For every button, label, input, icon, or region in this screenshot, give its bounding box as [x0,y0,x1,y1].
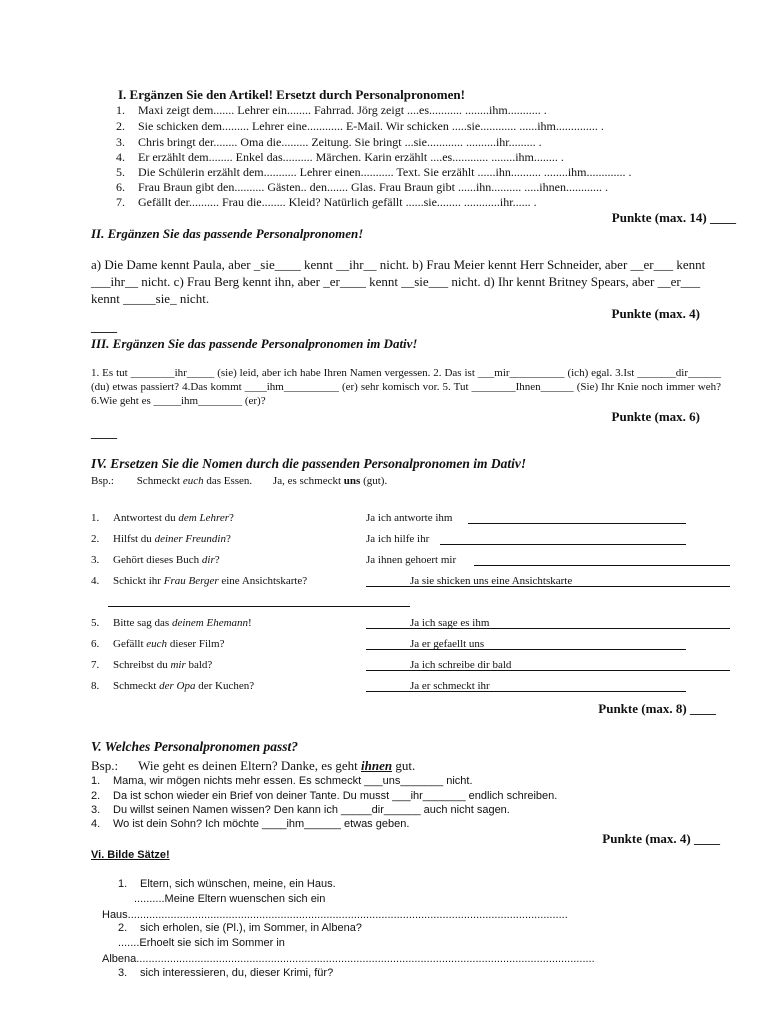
answer-text: Ja ich sage es ihm [410,617,490,629]
list-item: 2. sich erholen, sie (Pl.), im Sommer, in Albena? [118,922,362,934]
section-5-title: V. Welches Personalpronomen passt? [91,739,299,754]
list-item: 5. Bitte sag das deinem Ehemann! [91,617,252,629]
section-5-example: Bsp.: Wie geht es deinen Eltern? Danke, es geht ihnen gut. [91,758,416,773]
section-4-example: Bsp.: Schmeckt euch das Essen. Ja, es schmeckt uns (gut). [91,475,388,487]
list-item: 7. Gefällt der.......... Frau die........ Kleid? Natürlich gefällt ......sie........ ............ihr...... . [116,195,537,209]
list-item: 4. Er erzählt dem........ Enkel das.......... Märchen. Karin erzählt ....es............ ........ihm........ . [116,150,564,164]
list-item: 3. Chris bringt der........ Oma die......... Zeitung. Sie bringt ...sie............ ..........ihr......... . [116,135,542,149]
section-3-points: Punkte (max. 6) [611,409,700,424]
answer-text: Ja ich schreibe dir bald [410,659,512,671]
answer-text: Ja sie shicken uns eine Ansichtskarte [410,575,573,587]
answer-line[interactable] [468,523,686,524]
item-text: Maxi zeigt dem....... Lehrer ein........ Fahrrad. Jörg zeigt ....es........... ........ihm........... . [138,103,547,117]
section-2-blank: ____ [91,319,117,334]
section-1-points: Punkte (max. 14) ____ [611,210,736,225]
list-item: 1. Antwortest du dem Lehrer? [91,512,234,524]
list-item: 4. Wo ist dein Sohn? Ich möchte ____ihm______ etwas geben. [91,818,410,830]
answer-text: Ja ich hilfe ihr [366,533,430,545]
section-6-title: Vi. Bilde Sätze! [91,849,170,861]
item-text: Chris bringt der........ Oma die......... Zeitung. Sie bringt ...sie............ ..........ihr......... . [138,135,542,149]
list-item: 2. Da ist schon wieder ein Brief von deiner Tante. Du musst ___ihr_______ endlich schreiben. [91,790,558,802]
section-4-points: Punkte (max. 8) ____ [598,701,716,716]
section-5-points: Punkte (max. 4) ____ [602,831,720,846]
answer-text: Ja ihnen gehoert mir [366,554,457,566]
list-item: 3. Gehört dieses Buch dir? [91,554,220,566]
section-3-text: 1. Es tut ________ihr_____ (sie) leid, aber ich habe Ihren Namen vergessen. 2. Das ist ___mir__________ (ich) egal. 3.Ist _______dir______ (du) etwas passiert? 4.Das kommt ____ihm__________ (er) sehr komisch vor. 5. Tut ________Ihnen______ (Sie) Ihr Knie noch immer weh? 6.Wie geht es _____ihm________ (er)? [91,367,721,407]
item-text: Die Schülerin erzählt dem........... Lehrer einen........... Text. Sie erzählt ......ihn.......... ........ihm............. . [138,165,632,179]
section-3-blank: ____ [91,425,117,440]
list-item: 1. Maxi zeigt dem....... Lehrer ein........ Fahrrad. Jörg zeigt ....es........... ........ihm........... . [116,103,547,117]
list-item: 6. Frau Braun gibt den.......... Gästen.. den....... Glas. Frau Braun gibt ......ihn.......... .....ihnen............ . [116,180,608,194]
answer-line[interactable] [440,544,686,545]
answer-line[interactable] [108,606,410,607]
section-3-title: III. Ergänzen Sie das passende Personalpronomen im Dativ! [91,336,418,351]
answer-text: Ja er gefaellt uns [410,638,485,650]
answer-text: Ja er schmeckt ihr [410,680,490,692]
item-text: Er erzählt dem........ Enkel das.......... Märchen. Karin erzählt ....es............ ........ihm........ . [138,150,564,164]
answer-text: Albena...................................................................................................................................................... [102,953,595,965]
section-2-text: a) Die Dame kennt Paula, aber _sie____ kennt __ihr__ nicht. b) Frau Meier kennt Herr Schneider, aber __er___ kennt ___ihr__ nicht. c) Frau Berg kennt ihn, aber _er____ kennt __sie___ nicht. d) Ihr kennt Britney Spears, aber __er___ kennt _____sie_ nicht. [91,257,706,306]
item-text: Sie schicken dem......... Lehrer eine............ E-Mail. Wir schicken .....sie............ ......ihm.............. . [138,119,604,133]
section-4-title: IV. Ersetzen Sie die Nomen durch die passenden Personalpronomen im Dativ! [91,456,527,471]
section-2-title: II. Ergänzen Sie das passende Personalpronomen! [91,226,364,241]
item-text: Gefällt der.......... Frau die........ Kleid? Natürlich gefällt ......sie........ ............ihr...... . [138,195,537,209]
answer-line[interactable] [474,565,730,566]
section-1-title: I. Ergänzen Sie den Artikel! Ersetzt durch Personalpronomen! [118,87,465,102]
list-item: 8. Schmeckt der Opa der Kuchen? [91,680,255,692]
answer-text: ..........Meine Eltern wuenschen sich ein [134,893,326,905]
answer-text: Ja ich antworte ihm [366,512,453,524]
list-item: 1. Mama, wir mögen nichts mehr essen. Es schmeckt ___uns_______ nicht. [91,775,473,787]
list-item: 3. sich interessieren, du, dieser Krimi, für? [118,967,334,979]
section-2-points: Punkte (max. 4) [611,306,700,321]
list-item: 6. Gefällt euch dieser Film? [91,638,225,650]
list-item: 5. Die Schülerin erzählt dem........... Lehrer einen........... Text. Sie erzählt ......ihn.......... ........ihm............. . [116,165,632,179]
list-item: 4. Schickt ihr Frau Berger eine Ansichtskarte? [91,575,308,587]
answer-text: Haus................................................................................................................................................ [102,909,568,921]
list-item: 2. Hilfst du deiner Freundin? [91,533,231,545]
list-item: 2. Sie schicken dem......... Lehrer eine............ E-Mail. Wir schicken .....sie............ ......ihm.............. . [116,119,604,133]
list-item: 7. Schreibst du mir bald? [91,659,213,671]
list-item: 1. Eltern, sich wünschen, meine, ein Haus. [118,878,336,890]
item-text: Frau Braun gibt den.......... Gästen.. den....... Glas. Frau Braun gibt ......ihn.......... .....ihnen............ . [138,180,608,194]
answer-text: .......Erhoelt sie sich im Sommer in [118,937,285,949]
list-item: 3. Du willst seinen Namen wissen? Den kann ich _____dir______ auch nicht sagen. [91,804,510,816]
